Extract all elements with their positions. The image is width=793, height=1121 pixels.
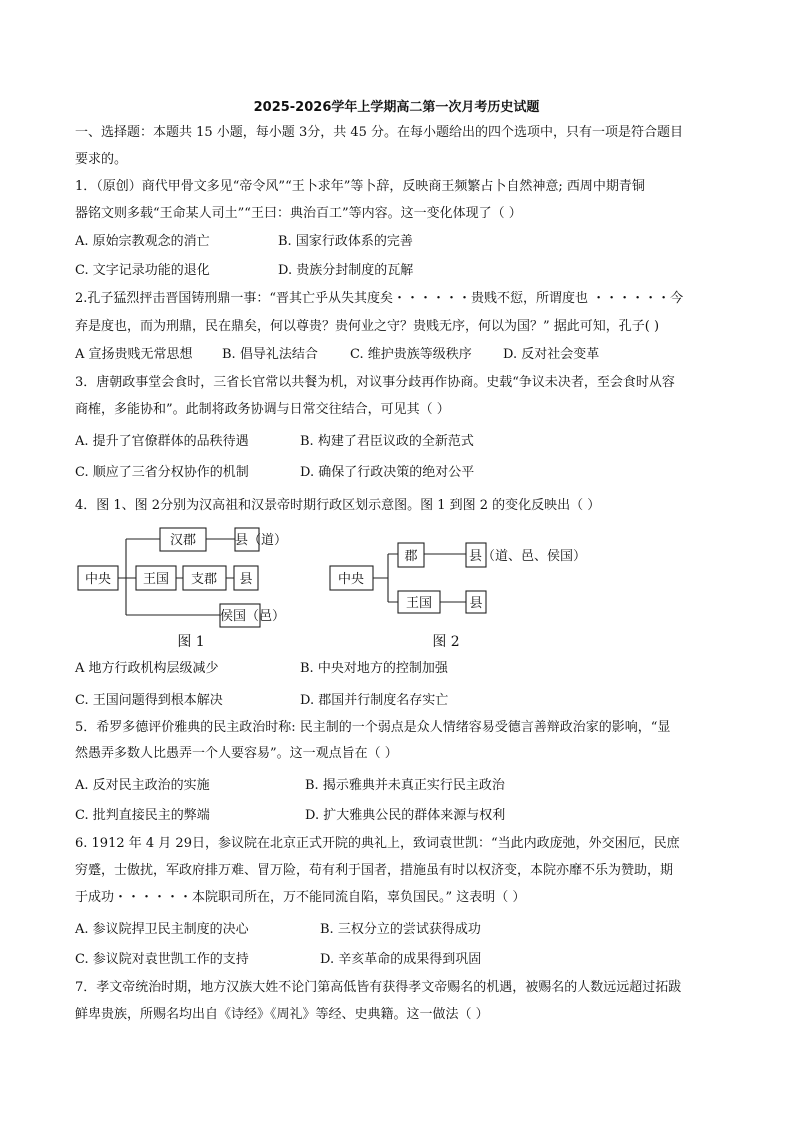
q6-option-a: A. 参议院捍卫民主制度的决心 xyxy=(75,922,249,937)
q6-option-b: B. 三权分立的尝试获得成功 xyxy=(320,922,481,937)
fig1-wangguo: 王国 xyxy=(142,572,170,587)
q6-stem-line2: 穷蹙，士傲扰，军政府排万难、冒万险，苟有利于国者，措施虽有时以权济变，本院亦靡不乐为赞助，期 xyxy=(75,863,674,878)
q2-stem-line2: 弃是度也，而为刑鼎，民在鼎矣，何以尊贵？贵何业之守？贵贱无序，何以为国？” 据此可知，孔子( ) xyxy=(75,319,660,334)
q2-stem-line1: 2.孔子猛烈抨击晋国铸刑鼎一事：“晋其亡乎从失其度矣・・・・・・贵贱不愆，所谓度也 ・・・・・・今 xyxy=(75,291,684,306)
fig2-wangguo: 王国 xyxy=(405,596,433,611)
q4-option-d: D. 郡国并行制度名存实亡 xyxy=(300,693,449,708)
fig2-county-multi: 县（道、邑、侯国） xyxy=(469,549,587,564)
q5-option-b: B. 揭示雅典并未真正实行民主政治 xyxy=(305,778,505,793)
q1-option-b: B. 国家行政体系的完善 xyxy=(278,234,413,249)
q4-option-c: C. 王国问题得到根本解决 xyxy=(75,693,223,708)
exam-title: 2025-2026学年上学期高二第一次月考历史试题 xyxy=(253,100,540,115)
fig1-county: 县 xyxy=(239,572,253,587)
fig2-center: 中央 xyxy=(337,572,365,587)
fig1-center: 中央 xyxy=(84,572,112,587)
q2-option-c: C. 维护贵族等级秩序 xyxy=(350,347,472,362)
q1-option-a: A. 原始宗教观念的消亡 xyxy=(75,234,210,249)
q1-stem-line1: 1．（原创）商代甲骨文多见“帝令风”“王卜求年”等卜辞，反映商王频繁占卜自然神意; 西周中期青铜 xyxy=(75,179,645,194)
fig1-houguo: 侯国（邑） xyxy=(220,609,286,624)
q1-option-c: C. 文字记录功能的退化 xyxy=(75,263,210,278)
q6-option-c: C. 参议院对袁世凯工作的支持 xyxy=(75,952,249,967)
fig1-county-dao: 县（道） xyxy=(235,533,288,548)
q5-stem-line1: 5．希罗多德评价雅典的民主政治时称: 民主制的一个弱点是众人情绪容易受德言善辩政治家的影响，“显 xyxy=(75,720,671,735)
q3-stem-line2: 商榷，多能协和”。此制将政务协调与日常交往结合，可见其（ ） xyxy=(75,402,450,417)
q3-option-b: B. 构建了君臣议政的全新范式 xyxy=(300,434,474,449)
fig2-jun: 郡 xyxy=(404,549,418,564)
fig1-hanjun: 汉郡 xyxy=(169,533,197,548)
section-heading-line1: 一、选择题：本题共 15 小题，每小题 3分，共 45 分。在每小题给出的四个选项中，只有一项是符合题目 xyxy=(75,125,684,140)
section-heading-line2: 要求的。 xyxy=(75,152,128,167)
q6-stem-line3: 于成功・・・・・・本院职司所在，万不能同流自陷，辜负国民。” 这表明（ ） xyxy=(75,890,526,905)
q5-stem-line2: 然愚弄多数人比愚弄一个人要容易”。这一观点旨在（ ） xyxy=(75,746,398,761)
q5-option-d: D. 扩大雅典公民的群体来源与权利 xyxy=(305,808,506,823)
fig2-caption: 图 2 xyxy=(432,634,460,650)
q6-stem-line1: 6. 1912 年 4 月 29日，参议院在北京正式开院的典礼上，致词袁世凯：“当此内政庞弛，外交困厄，民庶 xyxy=(75,836,680,851)
q7-stem-line1: 7．孝文帝统治时期，地方汉族大姓不论门第高低皆有获得孝文帝赐名的机遇，被赐名的人数远远超过拓跋 xyxy=(75,980,682,995)
q4-stem-line1: 4．图 1、图 2分别为汉高祖和汉景帝时期行政区划示意图。图 1 到图 2 的变化反映出（ ） xyxy=(75,498,601,513)
q4-option-b: B. 中央对地方的控制加强 xyxy=(300,661,448,676)
q2-option-a: A 宣扬贵贱无常思想 xyxy=(75,347,193,362)
q4-option-a: A 地方行政机构层级减少 xyxy=(75,661,219,676)
q2-option-d: D. 反对社会变革 xyxy=(503,347,600,362)
q3-stem-line1: 3．唐朝政事堂会食时，三省长官常以共餐为机，对议事分歧再作协商。史载“争议未决者，至会食时从容 xyxy=(75,375,675,390)
q3-option-a: A. 提升了官僚群体的品秩待遇 xyxy=(75,434,249,449)
fig2-county: 县 xyxy=(469,596,483,611)
fig1-caption: 图 1 xyxy=(177,634,205,650)
q3-option-d: D. 确保了行政决策的绝对公平 xyxy=(300,465,475,480)
q2-option-b: B. 倡导礼法结合 xyxy=(222,347,318,362)
q5-option-a: A. 反对民主政治的实施 xyxy=(75,778,210,793)
q7-stem-line2: 鲜卑贵族，所赐名均出自《诗经》《周礼》等经、史典籍。这一做法（ ） xyxy=(75,1007,489,1022)
q6-option-d: D. 辛亥革命的成果得到巩固 xyxy=(320,952,482,967)
q5-option-c: C. 批判直接民主的弊端 xyxy=(75,808,210,823)
administrative-division-diagram xyxy=(75,522,595,652)
q1-stem-line2: 器铭文则多载“王命某人司土”“王曰：典治百工”等内容。这一变化体现了（ ） xyxy=(75,206,522,221)
q1-option-d: D. 贵族分封制度的瓦解 xyxy=(278,263,414,278)
fig1-zhijun: 支郡 xyxy=(190,572,218,587)
q3-option-c: C. 顺应了三省分权协作的机制 xyxy=(75,465,249,480)
